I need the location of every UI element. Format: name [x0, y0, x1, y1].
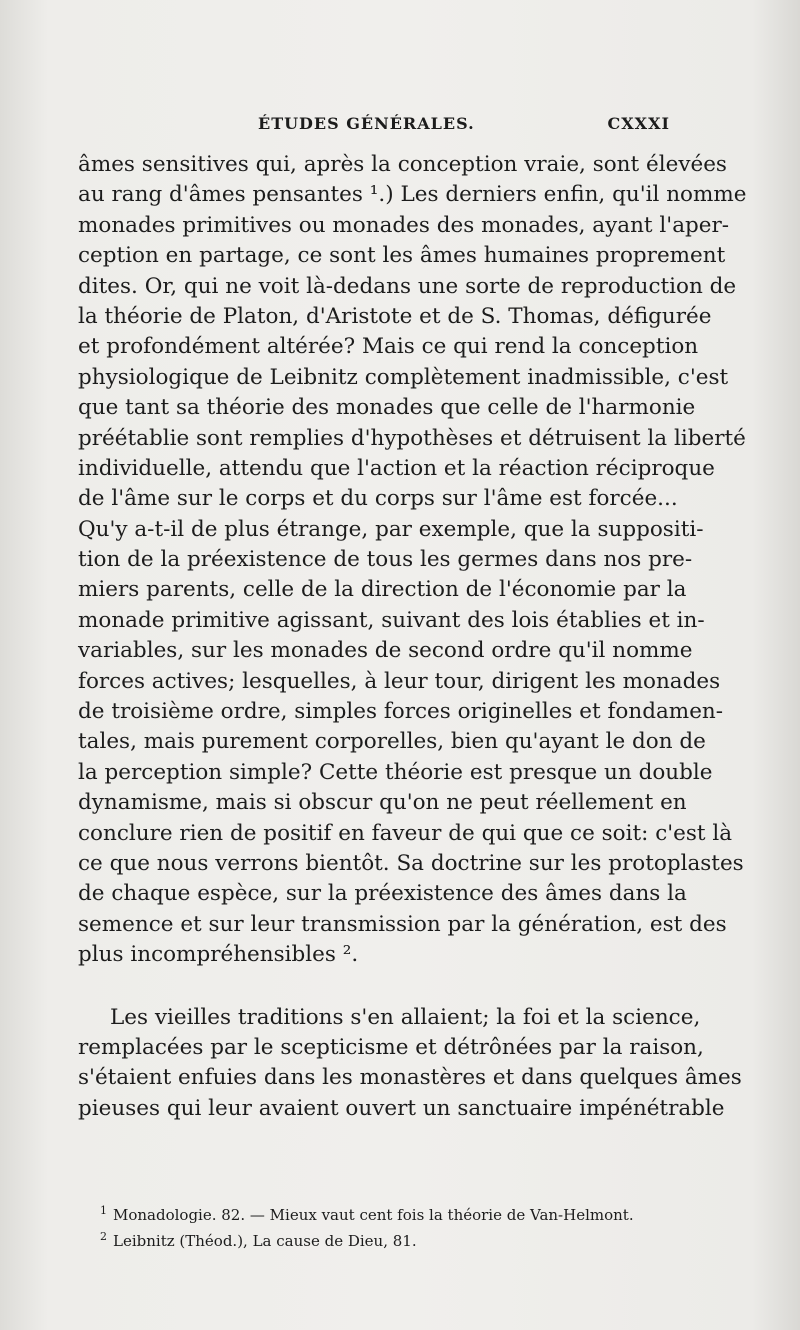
text-line: semence et sur leur transmission par la génération, est des: [78, 911, 727, 937]
text-line: âmes sensitives qui, après la conception vraie, sont élevées: [78, 152, 727, 177]
text-line: Qu'y a-t-il de plus étrange, par exemple, que la suppositi-: [78, 516, 704, 542]
running-title: ÉTUDES GÉNÉRALES.: [258, 114, 475, 133]
running-head: [78, 114, 668, 138]
footnote-number: 1: [100, 1204, 107, 1217]
text-line: s'étaient enfuies dans les monastères et dans quelques âmes: [78, 1065, 742, 1091]
text-line: et profondément altérée? Mais ce qui rend la conception: [78, 334, 699, 360]
footnotes: [100, 1200, 660, 1252]
footnote-text: Leibnitz (Théod.), La cause de Dieu, 81.: [113, 1232, 417, 1250]
text-line: miers parents, celle de la direction de l'économie par la: [78, 577, 687, 603]
text-line: de chaque espèce, sur la préexistence des âmes dans la: [78, 881, 687, 907]
text-line: au rang d'âmes pensantes ¹.) Les derniers enfin, qu'il nomme: [78, 182, 747, 208]
body-text: [78, 150, 747, 1124]
text-line: dynamisme, mais si obscur qu'on ne peut réellement en: [78, 790, 687, 816]
footnote: [100, 1226, 660, 1252]
text-line: préétablie sont remplies d'hypothèses et détruisent la liberté: [78, 425, 746, 451]
text-line: de troisième ordre, simples forces originelles et fondamen-: [78, 699, 724, 725]
text-line: tales, mais purement corporelles, bien qu'ayant le don de: [78, 729, 706, 755]
text-line: conclure rien de positif en faveur de qui que ce soit: c'est là: [78, 820, 733, 846]
footnote-text: Monadologie. 82. — Mieux vaut cent fois la théorie de Van-Helmont.: [113, 1206, 634, 1224]
text-line: ce que nous verrons bientôt. Sa doctrine sur les protoplastes: [78, 850, 744, 876]
text-line: plus incompréhensibles ².: [78, 942, 359, 968]
text-line: forces actives; lesquelles, à leur tour, dirigent les monades: [78, 668, 721, 694]
footnote: [100, 1200, 660, 1226]
text-line: la perception simple? Cette théorie est presque un double: [78, 759, 713, 785]
text-line: remplacées par le scepticisme et détrônées par la raison,: [78, 1034, 704, 1060]
footnote-number: 2: [100, 1230, 107, 1243]
text-line: variables, sur les monades de second ordre qu'il nomme: [78, 638, 693, 664]
text-line: individuelle, attendu que l'action et la réaction réciproque: [78, 455, 715, 481]
text-line: que tant sa théorie des monades que celle de l'harmonie: [78, 395, 696, 421]
text-line: de l'âme sur le corps et du corps sur l'âme est forcée...: [78, 486, 678, 512]
text-line: tion de la préexistence de tous les germes dans nos pre-: [78, 547, 693, 573]
paragraph-first-line: Les vieilles traditions s'en allaient; la foi et la science,: [110, 1004, 701, 1030]
page-number: CXXXI: [607, 114, 670, 133]
text-line: pieuses qui leur avaient ouvert un sanctuaire impénétrable: [78, 1095, 725, 1121]
text-line: la théorie de Platon, d'Aristote et de S. Thomas, défigurée: [78, 303, 712, 329]
text-line: monades primitives ou monades des monades, ayant l'aper-: [78, 212, 730, 238]
text-line: physiologique de Leibnitz complètement inadmissible, c'est: [78, 364, 729, 390]
text-line: dites. Or, qui ne voit là-dedans une sorte de reproduction de: [78, 273, 737, 299]
text-line: ception en partage, ce sont les âmes humaines proprement: [78, 243, 726, 269]
text-line: monade primitive agissant, suivant des lois établies et in-: [78, 607, 705, 633]
